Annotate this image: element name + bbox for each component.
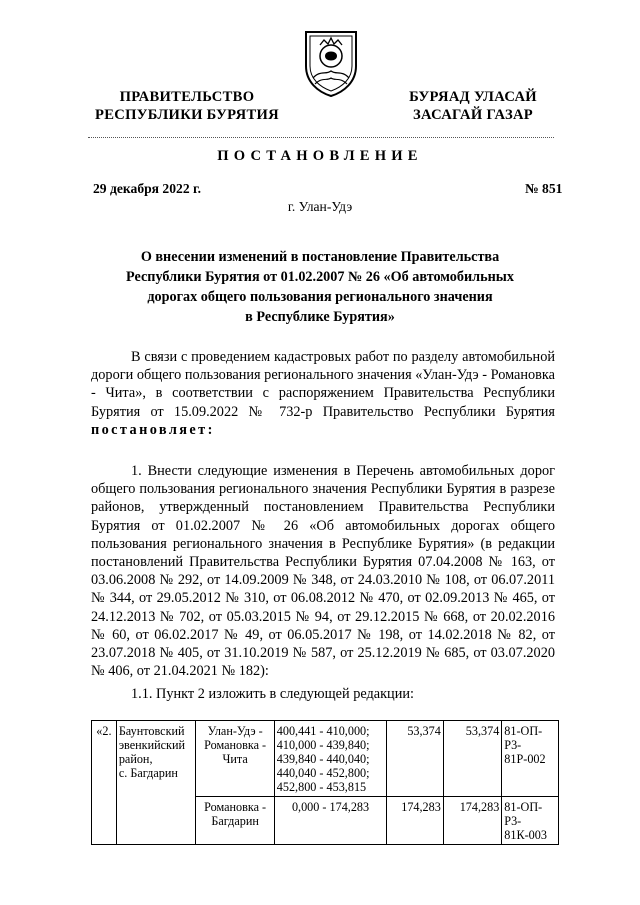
document-title — [100, 247, 540, 327]
document-number: № 851 — [525, 181, 563, 196]
issuer-buryat-line-1: БУРЯАД УЛАСАЙ — [409, 89, 537, 105]
roads-table — [91, 720, 559, 845]
header-divider — [88, 137, 554, 138]
issuer-line-2: РЕСПУБЛИКИ БУРЯТИЯ — [95, 107, 279, 123]
km-ranges-cell: 0,000 - 174,283 — [274, 797, 387, 845]
preamble-decree-word: постановляет: — [91, 421, 215, 438]
item-1-1-paragraph: 1.1. Пункт 2 изложить в следующей редакции: — [131, 686, 414, 702]
issuer-line-1: ПРАВИТЕЛЬСТВО — [119, 89, 255, 105]
issuer-name-buryat — [393, 88, 553, 124]
road-code-cell: 81-ОП-Р3-81Р-002 — [502, 721, 559, 797]
row-number-cell: «2. — [92, 721, 117, 845]
district-cell: Баунтовский эвенкийский район, с. Багдарин — [116, 721, 196, 845]
coat-of-arms-emblem — [298, 26, 364, 98]
issuer-buryat-line-2: ЗАСАГАЙ ГАЗАР — [412, 107, 534, 123]
title-line-3: дорогах общего пользования регионального значения — [147, 289, 493, 305]
issuer-name-russian — [82, 88, 292, 124]
length-cell: 174,283 — [387, 797, 444, 845]
preamble-paragraph — [91, 348, 555, 439]
title-line-2: Республики Бурятия от 01.02.2007 № 26 «Об автомобильных — [126, 269, 514, 285]
document-type: ПОСТАНОВЛЕНИЕ — [217, 148, 423, 164]
length-cell: 53,374 — [387, 721, 444, 797]
length-total-cell: 53,374 — [443, 721, 501, 797]
document-date: 29 декабря 2022 г. — [93, 181, 202, 196]
road-code-cell: 81-ОП-Р3-81К-003 — [502, 797, 559, 845]
document-city: г. Улан-Удэ — [287, 199, 353, 214]
table-row — [92, 721, 559, 797]
road-name-cell: Романовка - Багдарин — [196, 797, 274, 845]
title-line-4: в Республике Бурятия» — [245, 309, 395, 325]
length-total-cell: 174,283 — [443, 797, 501, 845]
title-line-1: О внесении изменений в постановление Правительства — [140, 249, 500, 265]
road-name-cell: Улан-Удэ - Романовка - Чита — [196, 721, 274, 797]
item-1-paragraph: 1. Внести следующие изменения в Перечень автомобильных дорог общего пользования регионального значения Республики Бурятия в разрезе районов, утвержденный постановлением Правительства Республики Бурятия от 01.02.2007 № 26 «Об автомобильных дорогах общего пользования регионального значения в Республике Бурятия» (в редакции постановлений Правительства Республики Бурятия 07.04.2008 № 163, от 03.06.2008 № 292, от 14.09.2009 № 348, от 24.03.2010 № 108, от 06.07.2011 № 344, от 29.05.2012 № 310, от 06.08.2012 № 470, от 02.09.2013 № 465, от 24.12.2013 № 702, от 05.03.2015 № 94, от 29.12.2015 № 668, от 20.02.2016 № 60, от 06.02.2017 № 49, от 06.05.2017 № 198, от 14.02.2018 № 82, от 23.07.2018 № 405, от 31.10.2019 № 587, от 25.12.2019 № 685, от 03.07.2020 № 406, от 21.04.2021 № 182): — [91, 463, 555, 680]
km-ranges-cell: 400,441 - 410,000; 410,000 - 439,840; 439,840 - 440,040; 440,040 - 452,800; 452,800 - 453,815 — [274, 721, 387, 797]
preamble-text: В связи с проведением кадастровых работ по разделу автомобильной дороги общего пользования регионального значения «Улан-Удэ - Романовка - Чита», в соответствии с распоряжением Правительства Республики Бурятия от 15.09.2022 № 732-р Правительство Республики Бурятия — [91, 349, 555, 420]
